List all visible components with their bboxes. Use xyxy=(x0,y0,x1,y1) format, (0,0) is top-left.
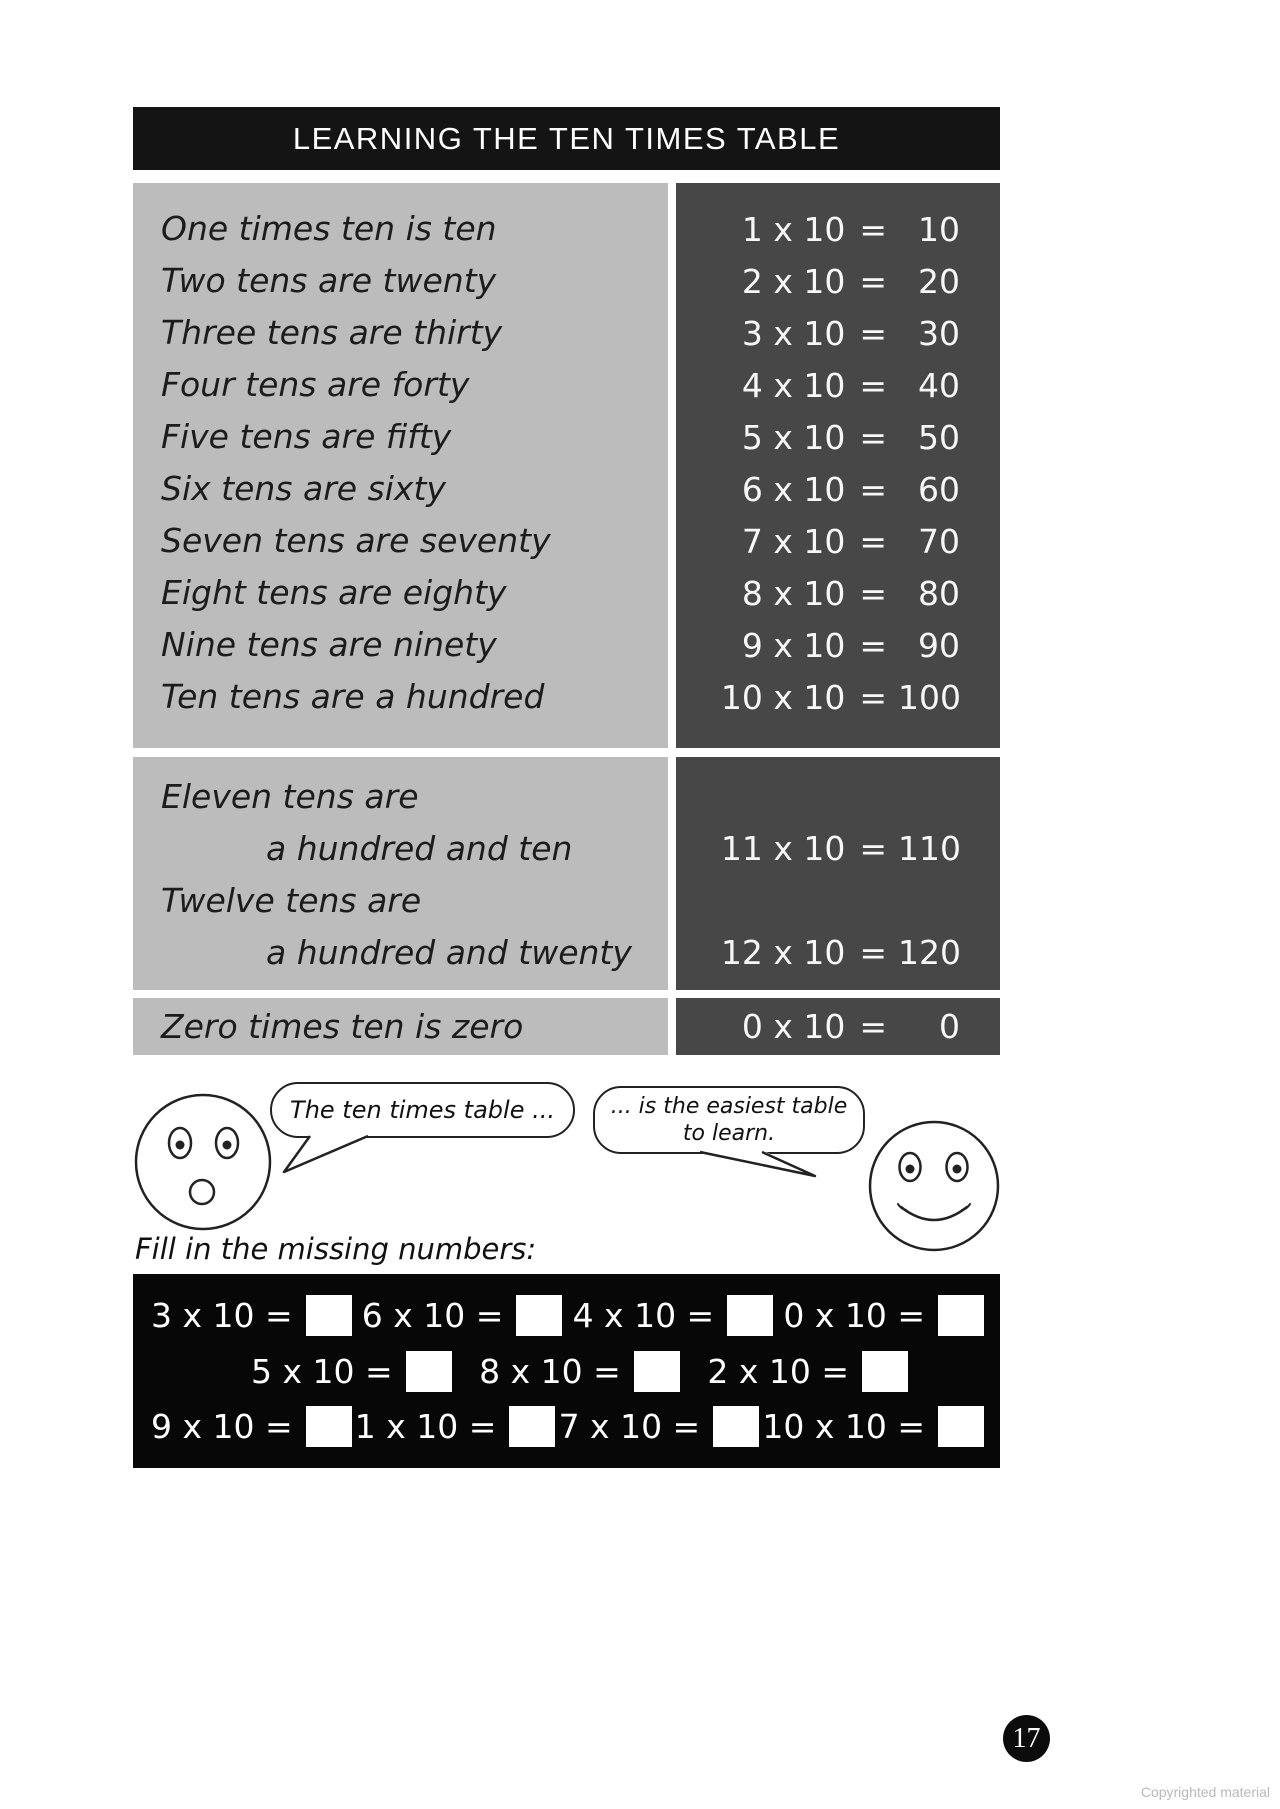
equals-sign: = xyxy=(859,469,887,509)
equation xyxy=(676,307,1000,359)
exercise-box xyxy=(133,1274,1000,1468)
equation-result: 90 xyxy=(918,625,960,665)
equation-result: 40 xyxy=(918,365,960,405)
equals-sign: = xyxy=(859,573,887,613)
ten-times-table xyxy=(133,183,1000,1055)
equals-sign: = xyxy=(859,1007,887,1046)
equals-sign: = xyxy=(859,677,887,717)
page-number: 17 xyxy=(1012,1722,1041,1754)
table-row-words: One times ten is ten xyxy=(161,209,497,248)
equals-sign: = xyxy=(859,625,887,665)
equations-panel xyxy=(676,183,1000,748)
equals-sign: = xyxy=(859,365,887,405)
surprised-face-icon xyxy=(136,1095,270,1229)
answer-box[interactable] xyxy=(713,1406,759,1447)
equals-sign: = xyxy=(859,261,887,301)
fill-item xyxy=(707,1351,908,1392)
fill-item xyxy=(355,1406,556,1447)
table-block-zero xyxy=(133,998,1000,1055)
equation xyxy=(676,359,1000,411)
equation-result: 0 xyxy=(939,1007,960,1046)
equation-lhs: 4 x 10 xyxy=(741,365,846,405)
exercise-row xyxy=(133,1295,1000,1336)
table-row-words: Seven tens are seventy xyxy=(161,521,551,560)
smiling-face-icon xyxy=(870,1122,998,1250)
answer-box[interactable] xyxy=(727,1295,773,1336)
equation-lhs: 3 x 10 xyxy=(741,313,846,353)
equation-result: 60 xyxy=(918,469,960,509)
table-row-words: a hundred and twenty xyxy=(266,933,632,972)
answer-box[interactable] xyxy=(634,1351,680,1392)
equation-lhs: 7 x 10 xyxy=(741,521,846,561)
speech-bubble-left-text: The ten times table ... xyxy=(290,1096,555,1124)
fill-label: 3 x 10 = xyxy=(151,1295,293,1335)
equation-lhs: 10 x 10 xyxy=(720,677,846,717)
answer-box[interactable] xyxy=(406,1351,452,1392)
fill-label: 1 x 10 = xyxy=(354,1407,497,1447)
speech-bubble-right xyxy=(593,1086,865,1154)
equation-result: 30 xyxy=(918,313,960,353)
fill-item xyxy=(559,1406,760,1447)
table-row-words: Zero times ten is zero xyxy=(161,1007,524,1046)
equation-result: 120 xyxy=(898,933,961,972)
equals-sign: = xyxy=(859,313,887,353)
header-bar xyxy=(133,107,1000,170)
answer-box[interactable] xyxy=(516,1295,562,1336)
fill-label: 7 x 10 = xyxy=(558,1407,701,1447)
equation xyxy=(676,255,1000,307)
copyright-note: Copyrighted material xyxy=(1140,1784,1270,1800)
equation xyxy=(676,671,1000,723)
answer-box[interactable] xyxy=(306,1295,352,1336)
equals-sign: = xyxy=(859,829,887,868)
table-row-words: Six tens are sixty xyxy=(161,469,446,508)
table-row-words: Four tens are forty xyxy=(161,365,470,404)
equations-panel xyxy=(676,998,1000,1055)
fill-label: 8 x 10 = xyxy=(479,1351,621,1391)
words-panel xyxy=(133,183,668,748)
page-number-badge xyxy=(1003,1715,1050,1762)
table-block-extended xyxy=(133,757,1000,990)
equation-lhs: 2 x 10 xyxy=(741,261,846,301)
equation xyxy=(676,411,1000,463)
fill-item xyxy=(783,1295,984,1336)
exercise-row xyxy=(133,1406,1000,1447)
answer-box[interactable] xyxy=(306,1406,352,1447)
answer-box[interactable] xyxy=(862,1351,908,1392)
fill-item xyxy=(479,1351,680,1392)
equation-result: 10 xyxy=(918,209,960,249)
equations-panel xyxy=(676,757,1000,990)
fill-label: 6 x 10 = xyxy=(361,1295,504,1335)
equation-lhs: 11 x 10 xyxy=(720,829,846,868)
answer-box[interactable] xyxy=(938,1295,984,1336)
fill-label: 9 x 10 = xyxy=(151,1407,293,1447)
equation-result: 80 xyxy=(918,573,960,613)
equation xyxy=(676,619,1000,671)
equals-sign: = xyxy=(859,933,887,972)
equals-sign: = xyxy=(859,209,887,249)
equation-result: 70 xyxy=(918,521,960,561)
equation-lhs: 9 x 10 xyxy=(741,625,846,665)
words-panel xyxy=(133,757,668,990)
fill-label: 5 x 10 = xyxy=(251,1351,393,1391)
table-row-words: Two tens are twenty xyxy=(161,261,497,300)
fill-item xyxy=(151,1406,352,1447)
table-row-words: Five tens are fifty xyxy=(161,417,452,456)
equation xyxy=(676,771,1000,875)
equation-lhs: 8 x 10 xyxy=(741,573,846,613)
left-bubble-tail xyxy=(284,1134,368,1172)
fill-label: 4 x 10 = xyxy=(572,1295,715,1335)
exercise-row xyxy=(133,1351,1000,1392)
speech-bubble-left xyxy=(270,1082,575,1138)
speech-bubble-right-text-line1: ... is the easiest table xyxy=(610,1094,848,1119)
equation-result: 20 xyxy=(918,261,960,301)
table-row-words: Nine tens are ninety xyxy=(161,625,497,664)
answer-box[interactable] xyxy=(509,1406,555,1447)
equation-result: 50 xyxy=(918,417,960,457)
table-row-words: Ten tens are a hundred xyxy=(161,677,545,716)
fill-label: 2 x 10 = xyxy=(707,1351,849,1391)
equation xyxy=(676,567,1000,619)
table-row-words: Eight tens are eighty xyxy=(161,573,507,612)
fill-item xyxy=(362,1295,563,1336)
table-row-words: Eleven tens are xyxy=(161,777,419,816)
answer-box[interactable] xyxy=(938,1406,984,1447)
equation xyxy=(676,515,1000,567)
exercise-prompt: Fill in the missing numbers: xyxy=(135,1232,537,1266)
table-row-words: Twelve tens are xyxy=(161,881,422,920)
fill-label: 10 x 10 = xyxy=(762,1407,925,1447)
equation-lhs: 6 x 10 xyxy=(741,469,846,509)
equals-sign: = xyxy=(859,521,887,561)
equation-result: 110 xyxy=(898,829,961,868)
equation xyxy=(676,203,1000,255)
equation-lhs: 12 x 10 xyxy=(720,933,846,972)
equals-sign: = xyxy=(859,417,887,457)
equation xyxy=(676,998,1000,1055)
page-title: LEARNING THE TEN TIMES TABLE xyxy=(292,120,841,156)
equation-result: 100 xyxy=(898,677,961,717)
fill-label: 0 x 10 = xyxy=(783,1295,925,1335)
fill-item xyxy=(762,1406,984,1447)
words-panel xyxy=(133,998,668,1055)
speech-bubble-right-text-line2: to learn. xyxy=(682,1121,776,1146)
table-row-words: a hundred and ten xyxy=(266,829,573,868)
equation xyxy=(676,463,1000,515)
equation xyxy=(676,875,1000,979)
equation-lhs: 0 x 10 xyxy=(741,1007,846,1046)
equation-lhs: 5 x 10 xyxy=(741,417,846,457)
fill-item xyxy=(151,1295,352,1336)
fill-item xyxy=(573,1295,774,1336)
table-row-words: Three tens are thirty xyxy=(161,313,503,352)
equation-lhs: 1 x 10 xyxy=(741,209,846,249)
table-block-main xyxy=(133,183,1000,748)
fill-item xyxy=(251,1351,452,1392)
